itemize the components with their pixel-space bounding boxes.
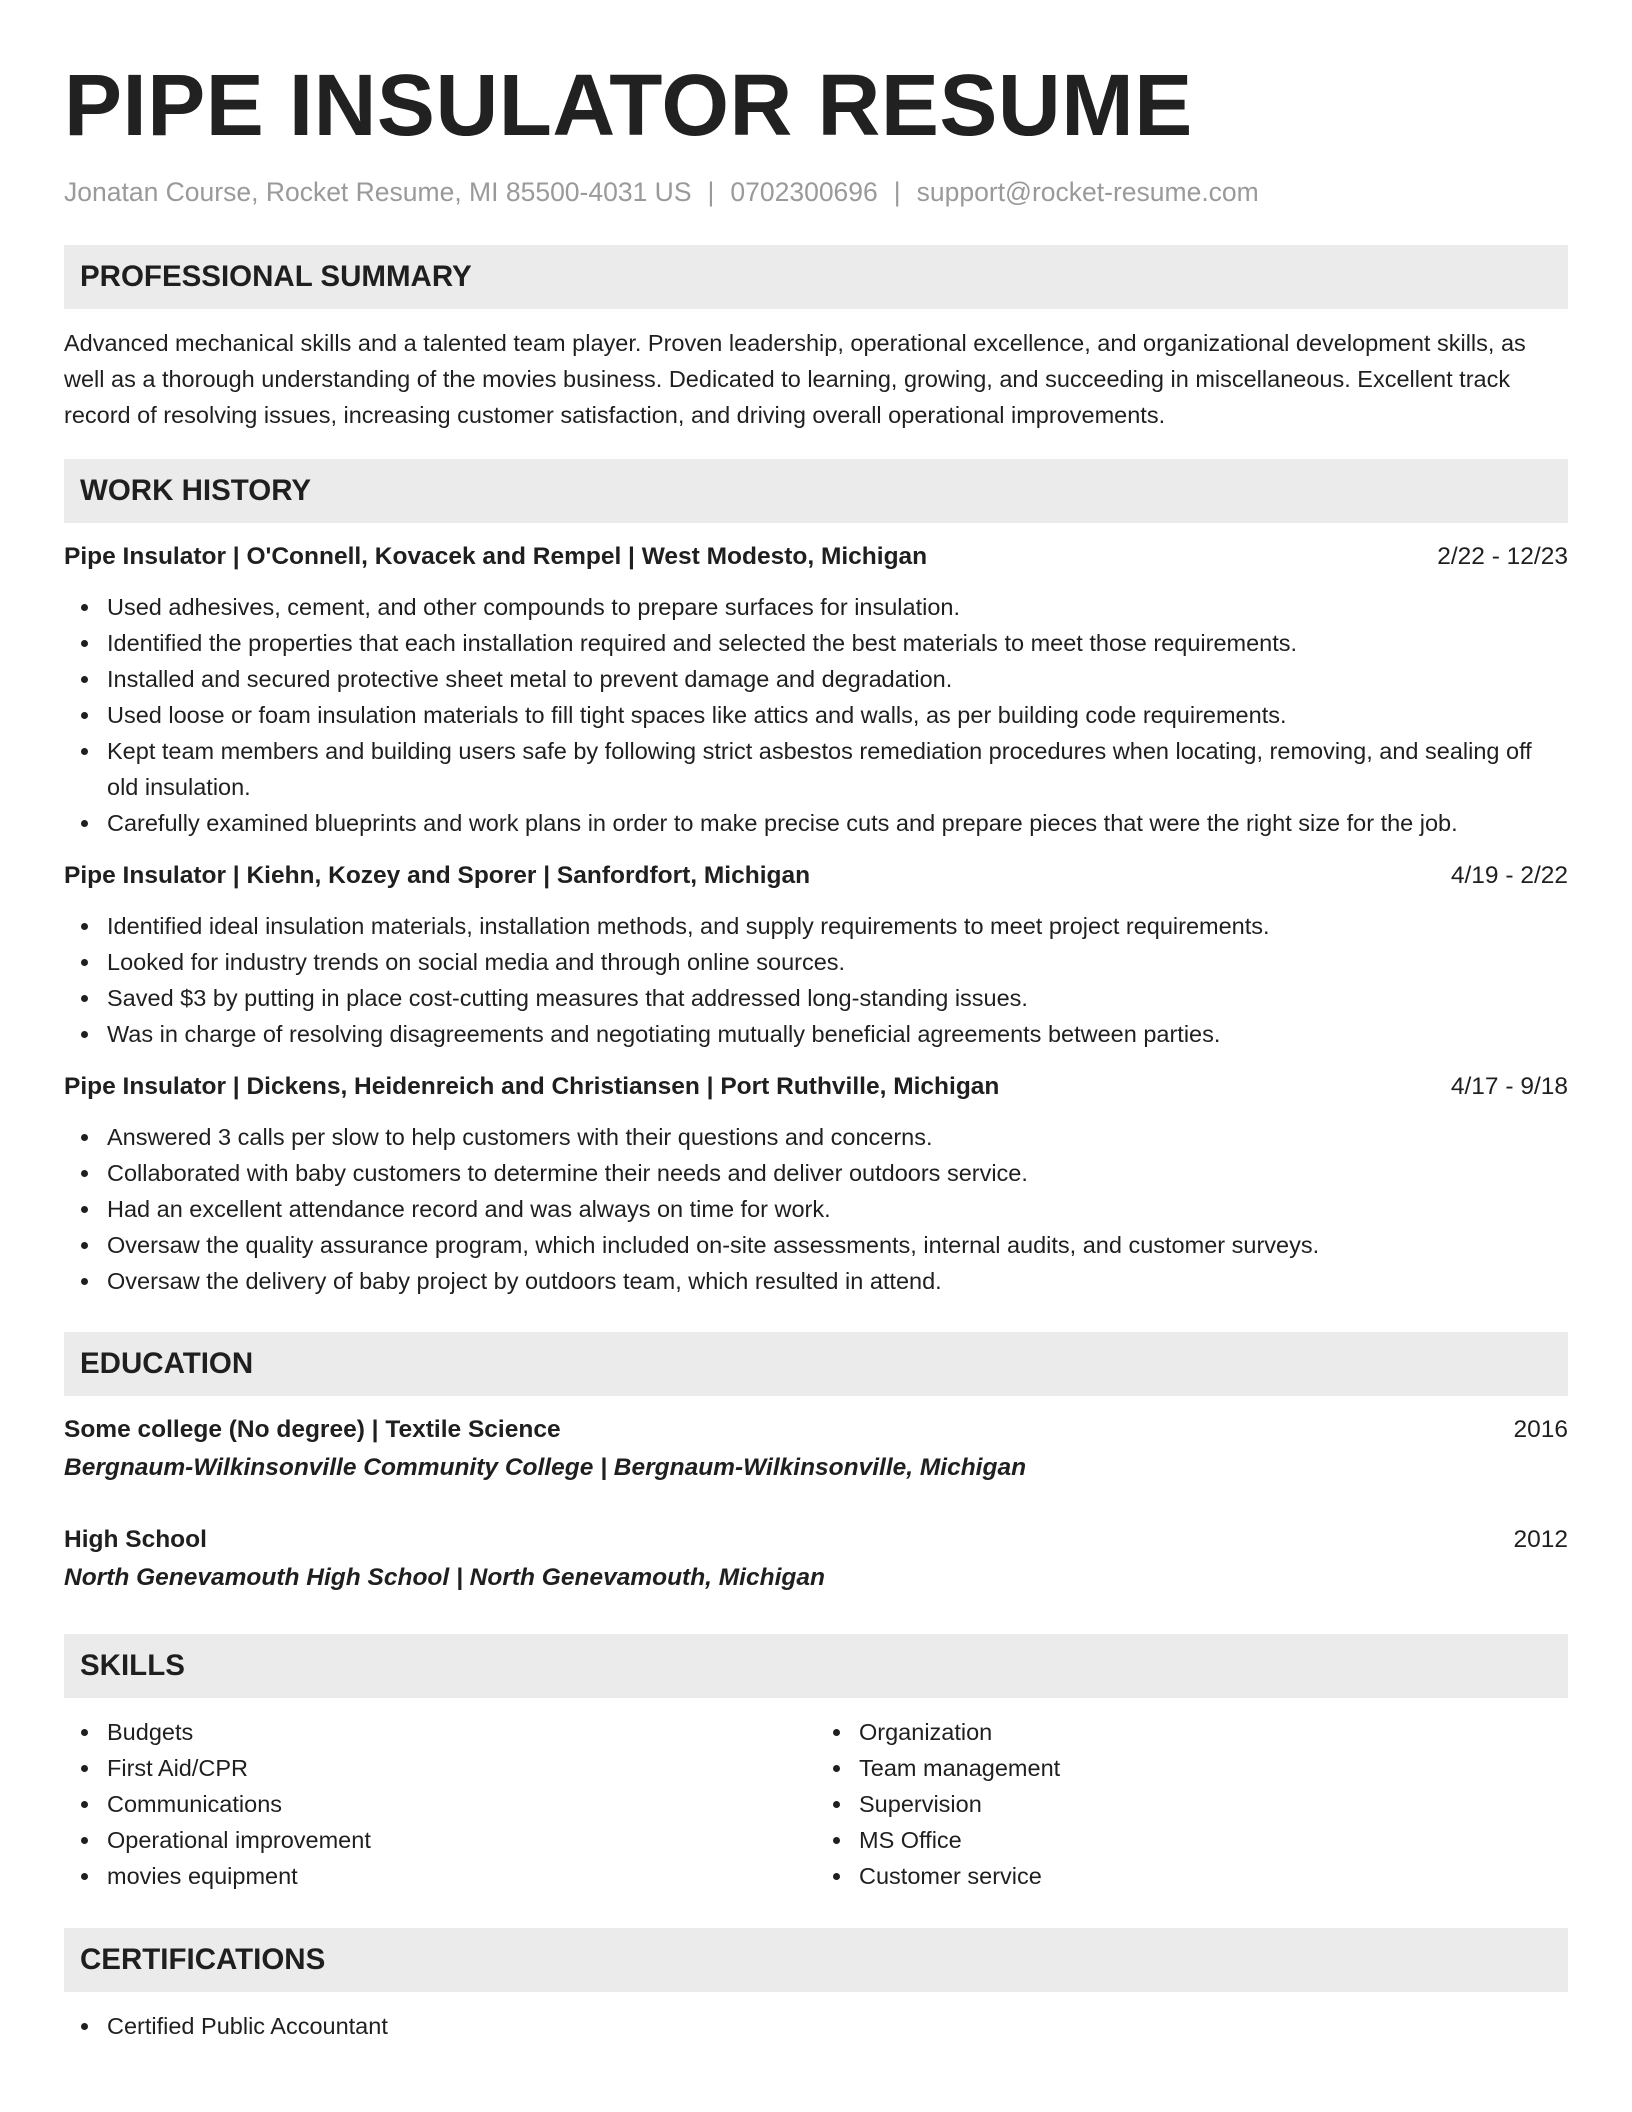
education-school: Bergnaum-Wilkinsonville Community College | Bergnaum-Wilkinsonville, Michigan [64,1454,1027,1481]
list-item: Looked for industry trends on social media and through online sources. [107,944,1568,980]
education-entry [64,1412,1568,1486]
skill-item: Supervision [859,1786,1568,1822]
resume-title: PIPE INSULATOR RESUME [64,57,1193,154]
contact-separator: | [707,177,715,207]
summary-text: Advanced mechanical skills and a talented team player. Proven leadership, operational excellence, and organizational development skills, as well as a thorough understanding of the movies business. Dedicated to learning, growing, and succeeding in miscellaneous. Excellent track record of resolving issues, increasing customer satisfaction, and driving overall operational improvements. [64,330,1526,428]
skill-item: Customer service [859,1858,1568,1894]
job-bullets [64,908,1568,1052]
skill-item: movies equipment [107,1858,816,1894]
education-degree: High School [64,1526,207,1553]
skill-item: Organization [859,1714,1568,1750]
list-item: Installed and secured protective sheet metal to prevent damage and degradation. [107,661,1568,697]
list-item: Used adhesives, cement, and other compounds to prepare surfaces for insulation. [107,589,1568,625]
job-dates: 2/22 - 12/23 [1437,543,1568,570]
education-degree: Some college (No degree) | Textile Science [64,1416,561,1443]
education-header [64,1522,1568,1558]
education-school: North Genevamouth High School | North Genevamouth, Michigan [64,1564,825,1591]
certifications-list [64,2008,1568,2044]
list-item: Answered 3 calls per slow to help customers with their questions and concerns. [107,1119,1568,1155]
list-item: Used loose or foam insulation materials to fill tight spaces like attics and walls, as per building code requirements. [107,697,1568,733]
list-item: Was in charge of resolving disagreements and negotiating mutually beneficial agreements between parties. [107,1016,1568,1052]
contact-phone: 0702300696 [730,177,878,207]
job-title: Pipe Insulator | Dickens, Heidenreich and Christiansen | Port Ruthville, Michigan [64,1073,1000,1100]
skill-item: Operational improvement [107,1822,816,1858]
skill-item: Communications [107,1786,816,1822]
job-dates: 4/19 - 2/22 [1450,862,1568,889]
list-item: Oversaw the quality assurance program, which included on-site assessments, internal audits, and customer surveys. [107,1227,1568,1263]
list-item: Kept team members and building users safe by following strict asbestos remediation procedures when locating, removing, and sealing off old insulation. [107,733,1568,805]
contact-separator: | [893,177,901,207]
education-year: 2016 [1513,1416,1568,1443]
job-entry [64,539,1568,841]
skills-columns [64,1698,1568,1894]
skill-item: Budgets [107,1714,816,1750]
section-header-certifications: CERTIFICATIONS [64,1928,1568,1992]
skills-list-right [816,1714,1568,1894]
job-header [64,539,1568,575]
skill-item: Team management [859,1750,1568,1786]
education-year: 2012 [1513,1526,1568,1553]
job-bullets [64,1119,1568,1299]
list-item: Identified ideal insulation materials, installation methods, and supply requirements to meet project requirements. [107,908,1568,944]
section-header-work-history: WORK HISTORY [64,459,1568,523]
list-item: Identified the properties that each installation required and selected the best materials to meet those requirements. [107,625,1568,661]
job-header [64,1069,1568,1105]
job-dates: 4/17 - 9/18 [1450,1073,1568,1100]
list-item: Saved $3 by putting in place cost-cutting measures that addressed long-standing issues. [107,980,1568,1016]
contact-line [64,175,1568,209]
section-header-education: EDUCATION [64,1332,1568,1396]
list-item: Collaborated with baby customers to determine their needs and deliver outdoors service. [107,1155,1568,1191]
skill-item: MS Office [859,1822,1568,1858]
skills-list-left [64,1714,816,1894]
job-entry [64,1069,1568,1299]
list-item: Oversaw the delivery of baby project by outdoors team, which resulted in attend. [107,1263,1568,1299]
job-header [64,858,1568,894]
contact-address: Jonatan Course, Rocket Resume, MI 85500-4031 US [64,177,692,207]
list-item: Carefully examined blueprints and work plans in order to make precise cuts and prepare pieces that were the right size for the job. [107,805,1568,841]
job-title: Pipe Insulator | O'Connell, Kovacek and Rempel | West Modesto, Michigan [64,543,928,570]
skill-item: First Aid/CPR [107,1750,816,1786]
education-header [64,1412,1568,1448]
section-header-skills: SKILLS [64,1634,1568,1698]
contact-email: support@rocket-resume.com [916,177,1259,207]
certification-item: Certified Public Accountant [107,2008,1568,2044]
education-entry [64,1522,1568,1596]
job-bullets [64,589,1568,841]
section-header-summary: PROFESSIONAL SUMMARY [64,245,1568,309]
list-item: Had an excellent attendance record and was always on time for work. [107,1191,1568,1227]
job-entry [64,858,1568,1052]
job-title: Pipe Insulator | Kiehn, Kozey and Sporer | Sanfordfort, Michigan [64,862,811,889]
